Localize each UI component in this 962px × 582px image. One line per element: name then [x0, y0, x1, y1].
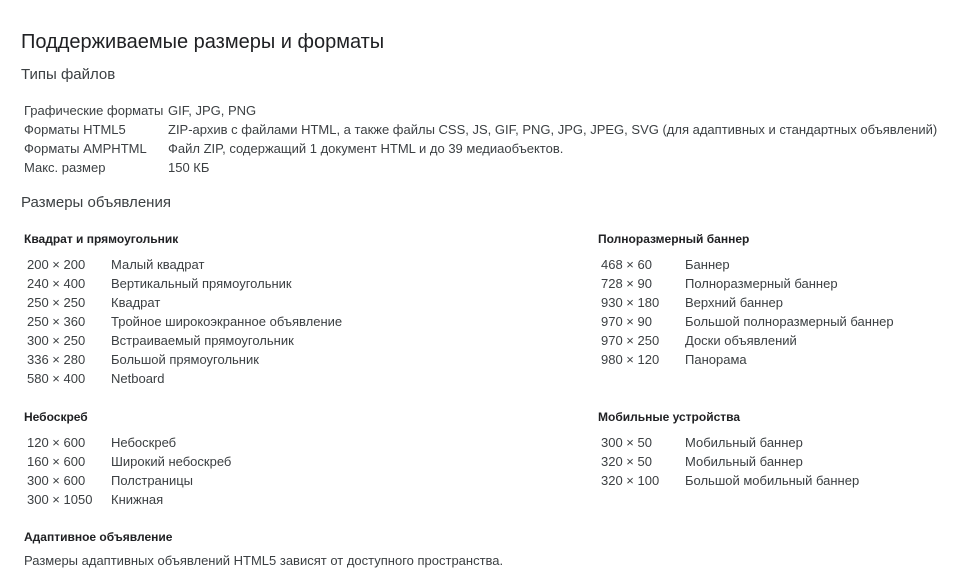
size-dimensions: 980 × 120 [601, 352, 660, 367]
size-row [24, 452, 232, 471]
size-row [598, 255, 749, 274]
size-dimensions: 200 × 200 [27, 257, 86, 272]
size-name: Книжная [111, 492, 164, 507]
group-title: Небоскреб [24, 410, 88, 424]
size-dimensions: 300 × 50 [601, 435, 652, 450]
group-adaptive [24, 529, 503, 570]
size-row [598, 350, 749, 369]
group-title: Адаптивное объявление [24, 530, 173, 544]
size-row [598, 331, 797, 350]
group-skyscraper [24, 409, 232, 509]
size-row [24, 312, 343, 331]
file-type-value: GIF, JPG, PNG [168, 103, 257, 118]
size-name: Полноразмерный баннер [685, 276, 838, 291]
size-row [598, 312, 894, 331]
size-row [598, 433, 803, 452]
size-name: Доски объявлений [685, 333, 797, 348]
size-dimensions: 250 × 360 [27, 314, 86, 329]
size-name: Верхний баннер [685, 295, 783, 310]
size-row [24, 433, 177, 452]
size-dimensions: 728 × 90 [601, 276, 652, 291]
file-type-label: Форматы HTML5 [24, 122, 126, 137]
size-dimensions: 160 × 600 [27, 454, 86, 469]
size-row [598, 471, 860, 490]
size-dimensions: 468 × 60 [601, 257, 652, 272]
size-name: Встраиваемый прямоугольник [111, 333, 294, 348]
size-dimensions: 580 × 400 [27, 371, 86, 386]
size-row [24, 471, 194, 490]
size-row [598, 293, 783, 312]
adaptive-description: Размеры адаптивных объявлений HTML5 зависят от доступного пространства. [24, 553, 504, 568]
size-name: Малый квадрат [111, 257, 205, 272]
size-dimensions: 336 × 280 [27, 352, 86, 367]
group-title: Мобильные устройства [598, 410, 741, 424]
group-mobile [598, 409, 860, 490]
size-row [24, 350, 259, 369]
size-dimensions: 120 × 600 [27, 435, 86, 450]
size-dimensions: 970 × 90 [601, 314, 652, 329]
size-name: Широкий небоскреб [111, 454, 232, 469]
size-name: Мобильный баннер [685, 435, 803, 450]
file-type-label: Форматы AMPHTML [24, 141, 147, 156]
ad-sizes-heading: Размеры объявления [21, 194, 171, 211]
size-name: Полстраницы [111, 473, 194, 488]
size-dimensions: 930 × 180 [601, 295, 660, 310]
size-name: Небоскреб [111, 435, 177, 450]
size-dimensions: 300 × 600 [27, 473, 86, 488]
size-name: Большой полноразмерный баннер [685, 314, 894, 329]
size-name: Квадрат [111, 295, 161, 310]
size-dimensions: 970 × 250 [601, 333, 660, 348]
group-title: Квадрат и прямоугольник [24, 232, 179, 246]
file-type-label: Макс. размер [24, 160, 106, 175]
size-dimensions: 250 × 250 [27, 295, 86, 310]
size-dimensions: 320 × 50 [601, 454, 652, 469]
group-square-rectangle [24, 231, 343, 388]
group-title: Полноразмерный баннер [598, 232, 750, 246]
size-row [598, 274, 838, 293]
file-type-label: Графические форматы [24, 103, 164, 118]
size-name: Большой прямоугольник [111, 352, 259, 367]
size-dimensions: 320 × 100 [601, 473, 660, 488]
file-types-heading: Типы файлов [21, 66, 116, 83]
size-row [24, 274, 292, 293]
size-name: Баннер [685, 257, 730, 272]
size-row [24, 255, 205, 274]
file-type-value: ZIP-архив с файлами HTML, а также файлы CSS, JS, GIF, PNG, JPG, JPEG, SVG (для адаптивных и стандартных объявлений) [168, 122, 938, 137]
size-row [24, 490, 164, 509]
size-row [24, 369, 178, 388]
size-dimensions: 300 × 1050 [27, 492, 93, 507]
size-row [24, 331, 294, 350]
size-name: Большой мобильный баннер [685, 473, 860, 488]
size-name: Тройное широкоэкранное объявление [111, 314, 343, 329]
size-name: Вертикальный прямоугольник [111, 276, 292, 291]
size-row [24, 293, 178, 312]
file-type-value: Файл ZIP, содержащий 1 документ HTML и до 39 медиаобъектов. [168, 141, 564, 156]
size-name: Netboard [111, 371, 165, 386]
file-type-value: 150 КБ [168, 160, 210, 175]
size-dimensions: 300 × 250 [27, 333, 86, 348]
size-row [598, 452, 803, 471]
page-title: Поддерживаемые размеры и форматы [21, 31, 385, 54]
group-leaderboard [598, 231, 894, 369]
size-dimensions: 240 × 400 [27, 276, 86, 291]
size-name: Панорама [685, 352, 747, 367]
size-name: Мобильный баннер [685, 454, 803, 469]
